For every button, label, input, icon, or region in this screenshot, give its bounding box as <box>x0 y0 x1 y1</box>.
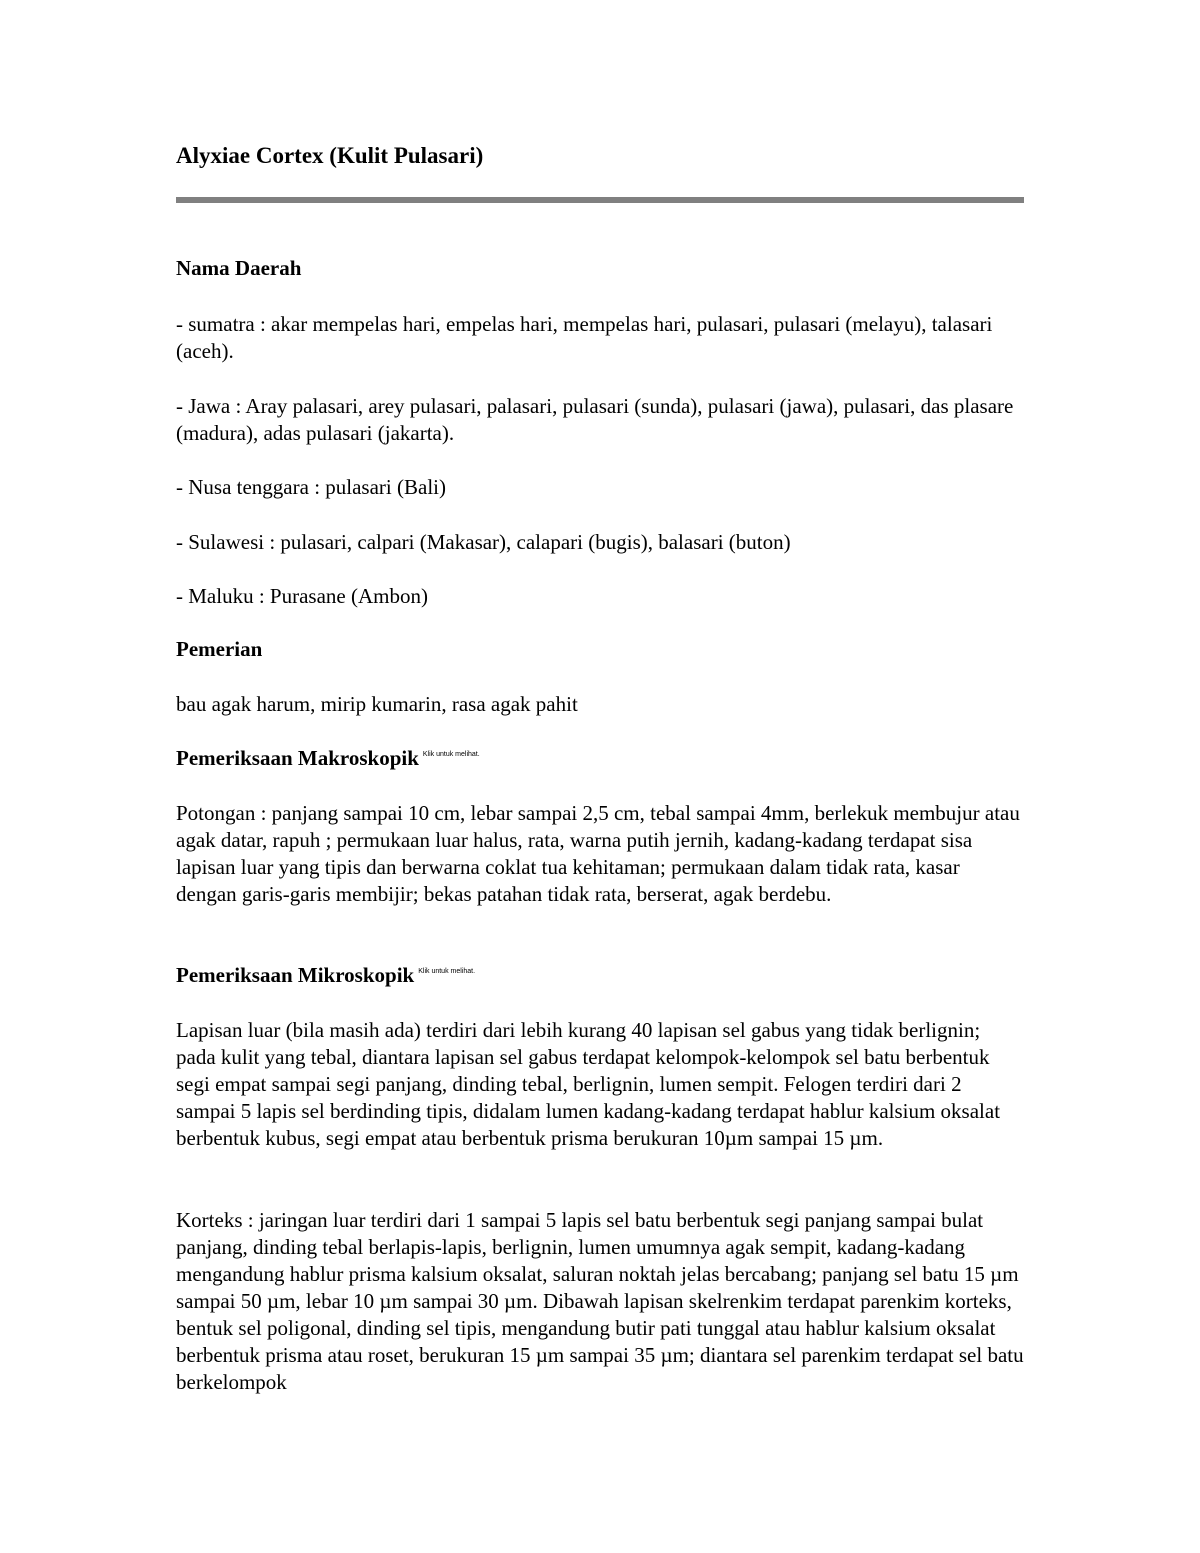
heading-pemerian: Pemerian <box>176 637 263 661</box>
nama-daerah-sumatra: - sumatra : akar mempelas hari, empelas hari, mempelas hari, pulasari, pulasari (melayu), talasari (aceh). <box>176 312 993 363</box>
nama-daerah-maluku: - Maluku : Purasane (Ambon) <box>176 584 428 608</box>
mikroskopik-view-link[interactable]: Klik untuk melihat. <box>418 968 476 975</box>
mikroskopik-heading-label: Pemeriksaan Mikroskopik <box>176 963 415 987</box>
mikroskopik-paragraph-korteks: Korteks : jaringan luar terdiri dari 1 sampai 5 lapis sel batu berbentuk segi panjang sampai bulat panjang, dinding tebal berlapis-lapis, berlignin, lumen umumnya agak sempit, kadang-kadang mengandung hablur prisma kalsium oksalat, saluran noktah jelas bercabang; panjang sel batu 15 µm sampai 50 µm, lebar 10 µm sampai 30 µm. Dibawah lapisan skelrenkim terdapat parenkim korteks, bentuk sel poligonal, dinding sel tipis, mengandung butir pati tunggal atau hablur kalsium oksalat berbentuk prisma atau roset, berukuran 15 µm sampai 35 µm; diantara sel parenkim terdapat sel batu berkelompok <box>176 1208 1024 1394</box>
mikroskopik-paragraph-lapisan-luar: Lapisan luar (bila masih ada) terdiri dari lebih kurang 40 lapisan sel gabus yang tidak berlignin; pada kulit yang tebal, diantara lapisan sel gabus terdapat kelompok-kelompok sel batu berbentuk segi empat sampai segi panjang, dinding tebal, berlignin, lumen sempit. Felogen terdiri dari 2 sampai 5 lapis sel berdinding tipis, didalam lumen kadang-kadang terdapat hablur kalsium oksalat berbentuk kubus, segi empat atau berbentuk prisma berukuran 10µm sampai 15 µm. <box>176 1018 1001 1150</box>
makroskopik-text: Potongan : panjang sampai 10 cm, lebar sampai 2,5 cm, tebal sampai 4mm, berlekuk membujur atau agak datar, rapuh ; permukaan luar halus, rata, warna putih jernih, kadang-kadang terdapat sisa lapisan luar yang tipis dan berwarna coklat tua kehitaman; permukaan dalam tidak rata, kasar dengan garis-garis membijir; bekas patahan tidak rata, berserat, agak berdebu. <box>176 801 1020 906</box>
nama-daerah-jawa: - Jawa : Aray palasari, arey pulasari, palasari, pulasari (sunda), pulasari (jawa), pulasari, das plasare (madura), adas pulasari (jakarta). <box>176 394 1014 445</box>
title-divider <box>176 197 1024 203</box>
heading-mikroskopik <box>176 963 475 988</box>
nama-daerah-nusa-tenggara: - Nusa tenggara : pulasari (Bali) <box>176 475 446 499</box>
makroskopik-heading-label: Pemeriksaan Makroskopik <box>176 746 419 770</box>
heading-nama-daerah: Nama Daerah <box>176 256 302 280</box>
makroskopik-view-link[interactable]: Klik untuk melihat. <box>422 751 480 758</box>
nama-daerah-sulawesi: - Sulawesi : pulasari, calpari (Makasar), calapari (bugis), balasari (buton) <box>176 530 791 554</box>
document-title: Alyxiae Cortex (Kulit Pulasari) <box>176 143 484 168</box>
pemerian-text: bau agak harum, mirip kumarin, rasa agak pahit <box>176 692 578 716</box>
heading-makroskopik <box>176 746 480 771</box>
